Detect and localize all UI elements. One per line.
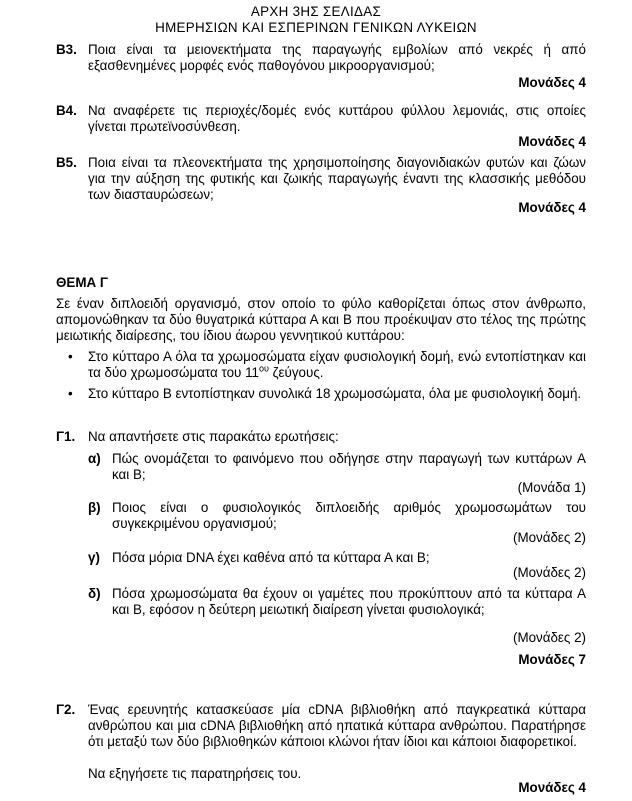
question-g2-marks: Μονάδες 4	[518, 780, 586, 795]
header-line-2: ΗΜΕΡΗΣΙΩΝ ΚΑΙ ΕΣΠΕΡΙΝΩΝ ΓΕΝΙΚΩΝ ΛΥΚΕΙΩΝ	[155, 20, 477, 35]
bullet-1-text-main: Στο κύτταρο Α όλα τα χρωμοσώματα είχαν φυσιολογική δομή, ενώ εντοπίστηκαν και τα δύο χρωμοσώματα του 11	[88, 349, 586, 380]
section-title: ΘΕΜΑ Γ	[56, 275, 108, 290]
sub-question-c-label: γ)	[88, 550, 100, 565]
bullet-1-superscript: ου	[259, 363, 269, 374]
question-g1-marks: Μονάδες 7	[518, 652, 586, 667]
sub-question-c-marks: (Μονάδες 2)	[512, 565, 586, 580]
question-g2-label: Γ2.	[56, 702, 76, 717]
sub-question-a-marks: (Μονάδα 1)	[517, 480, 586, 495]
bullet-text-2: Στο κύτταρο Β εντοπίστηκαν συνολικά 18 χρωμοσώματα, όλα με φυσιολογική δομή.	[88, 386, 582, 401]
question-b4-text: Να αναφέρετε τις περιοχές/δομές ενός κυττάρου φύλλου λεμονιάς, στις οποίες γίνεται πρωτεϊνοσύνθεση.	[88, 103, 586, 134]
sub-question-b-text: Ποιος είναι ο φυσιολογικός διπλοειδής αριθμός χρωμοσωμάτων του συγκεκριμένου οργανισμού;	[112, 500, 586, 531]
question-b4-label: Β4.	[56, 103, 77, 118]
bullet-text-1	[88, 349, 586, 381]
bullet-dot-2: •	[68, 386, 73, 401]
question-g2-text: Ένας ερευνητής κατασκεύασε μία cDNA βιβλιοθήκη από παγκρεατικά κύτταρα ανθρώπου και μια cDNA βιβλιοθήκη από ηπατικά κύτταρα ανθρώπου. Παρατήρησε ότι μεταξύ των δύο βιβλιοθηκών κάποιοι κλώνοι ήταν ίδιοι και κάποιοι διαφορετικοί.	[88, 702, 586, 749]
sub-question-d-marks: (Μονάδες 2)	[512, 630, 586, 645]
question-b3-marks: Μονάδες 4	[518, 75, 586, 90]
bullet-1-text-end: ζεύγους.	[268, 365, 324, 380]
sub-question-c-text: Πόσα μόρια DNA έχει καθένα από τα κύτταρα Α και Β;	[112, 550, 430, 565]
question-b3-text: Ποια είναι τα μειονεκτήματα της παραγωγής εμβολίων από νεκρές ή από εξασθενημένες μορφές ενός παθογόνου μικροοργανισμού;	[88, 42, 586, 73]
sub-question-a-text: Πώς ονομάζεται το φαινόμενο που οδήγησε στην παραγωγή των κυττάρων Α και Β;	[112, 451, 586, 482]
bullet-dot-1: •	[68, 349, 73, 364]
question-b3-label: Β3.	[56, 42, 77, 57]
question-b5-label: Β5.	[56, 155, 77, 170]
question-g1-label: Γ1.	[56, 429, 76, 444]
question-g1-text: Να απαντήσετε στις παρακάτω ερωτήσεις:	[88, 429, 339, 444]
section-intro: Σε έναν διπλοειδή οργανισμό, στον οποίο το φύλο καθορίζεται όπως στον άνθρωπο, απομονώθηκαν τα δύο θυγατρικά κύτταρα Α και Β που προέκυψαν στο τέλος της πρώτης μειωτικής διαίρεσης, του ίδιου άωρου γεννητικού κυττάρου:	[56, 296, 586, 343]
sub-question-d-text: Πόσα χρωμοσώματα θα έχουν οι γαμέτες που προκύπτουν από τα κύτταρα Α και Β, εφόσον η δεύτερη μειωτική διαίρεση γίνεται φυσιολογικά;	[112, 586, 586, 617]
question-b5-marks: Μονάδες 4	[518, 200, 586, 215]
question-b5-text: Ποια είναι τα πλεονεκτήματα της χρησιμοποίησης διαγονιδιακών φυτών και ζώων για την αύξηση της φυτικής και ζωικής παραγωγής έναντι της κλασσικής μεθόδου των διασταυρώσεων;	[88, 155, 586, 202]
sub-question-a-label: α)	[88, 451, 101, 466]
sub-question-b-label: β)	[88, 500, 101, 515]
question-b4-marks: Μονάδες 4	[518, 134, 586, 149]
sub-question-b-marks: (Μονάδες 2)	[512, 530, 586, 545]
sub-question-d-label: δ)	[88, 586, 101, 601]
question-g2-text-2: Να εξηγήσετε τις παρατηρήσεις του.	[88, 766, 302, 781]
header-line-1: ΑΡΧΗ 3ΗΣ ΣΕΛΙΔΑΣ	[250, 4, 382, 19]
